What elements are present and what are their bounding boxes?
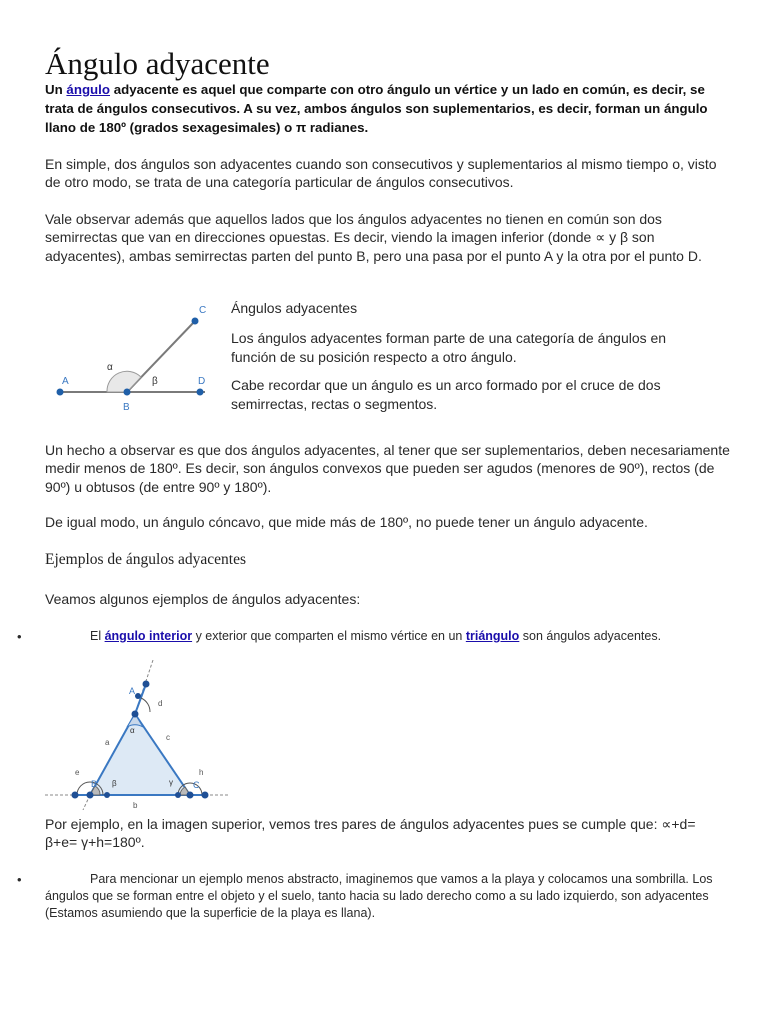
- paragraph-2: Vale observar además que aquellos lados que los ángulos adyacentes no tienen en común son dos semirrectas que van en direcciones opuestas. Es decir, viendo la imagen inferior (donde ∝ y β son adyacentes), ambas semirrectas parten del punto B, pero una pasa por el punto A y la otra por el punto D.: [45, 211, 702, 264]
- triangulo-link[interactable]: triángulo: [465, 629, 520, 643]
- label-side-a: a: [105, 738, 110, 747]
- label-d: D: [198, 376, 206, 387]
- figure-caption: [231, 299, 711, 413]
- section-heading: Ejemplos de ángulos adyacentes: [45, 551, 247, 568]
- point-b: [124, 389, 131, 396]
- label-side-b: b: [133, 801, 138, 810]
- label-a: A: [62, 376, 69, 387]
- triangle-fill: [90, 714, 190, 795]
- point-c-ray: [175, 792, 181, 798]
- label-A: A: [129, 686, 136, 696]
- angulo-link[interactable]: ángulo: [66, 82, 111, 97]
- paragraph-4: De igual modo, un ángulo cóncavo, que mide más de 180º, no puede tener un ángulo adyacente.: [45, 514, 648, 530]
- point-c2: [187, 792, 194, 799]
- label-C: C: [193, 780, 200, 790]
- bullet-post: son ángulos adyacentes.: [519, 629, 662, 643]
- point-a2: [132, 711, 139, 718]
- point-left: [72, 792, 79, 799]
- d-arc: [141, 698, 150, 712]
- bullet-dot: •: [17, 872, 22, 887]
- label-b: B: [123, 402, 130, 413]
- caption-text-2: Cabe recordar que un ángulo es un arco formado por el cruce de dos semirrectas, rectas o segmentos.: [231, 377, 661, 412]
- paragraph-1: En simple, dos ángulos son adyacentes cuando son consecutivos y suplementarios al mismo tiempo o, visto de otro modo, se trata de una categoría particular de ángulos consecutivos.: [45, 156, 717, 191]
- paragraph-6: Por ejemplo, en la imagen superior, vemos tres pares de ángulos adyacentes pues se cumple que: ∝+d= β+e= γ+h=180º.: [45, 816, 696, 851]
- point-right: [202, 792, 209, 799]
- label-beta2: β: [112, 779, 117, 788]
- label-gamma: γ: [169, 778, 173, 787]
- label-alpha2: α: [130, 726, 135, 735]
- label-side-c: c: [166, 733, 170, 742]
- bullet-dot: •: [17, 629, 22, 644]
- bullet-text: Para mencionar un ejemplo menos abstracto, imaginemos que vamos a la playa y colocamos una sombrilla. Los ángulos que se forman entre el objeto y el suelo, tanto hacia su lado derecho como a su lado izquierdo, son adyacentes (Estamos asumiendo que la superficie de la playa es llana).: [45, 872, 713, 920]
- paragraph-3: Un hecho a observar es que dos ángulos adyacentes, al tener que ser suplementarios, deben necesariamente medir menos de 180º. Es decir, son ángulos convexos que pueden ser agudos (menores de 90º), rectos (de 90º) u obtusos (de entre 90º y 180º).: [45, 442, 730, 495]
- point-d: [197, 389, 204, 396]
- point-a: [57, 389, 64, 396]
- point-c: [192, 318, 199, 325]
- paragraph-5: Veamos algunos ejemplos de ángulos adyacentes:: [45, 591, 361, 607]
- bullet-text: [90, 628, 661, 645]
- point-b-ray: [104, 792, 110, 798]
- ray-a-ext: [135, 684, 146, 714]
- triangle-figure: [45, 660, 230, 810]
- point-a-ext: [143, 681, 150, 688]
- bullet-pre: El: [90, 629, 105, 643]
- intro-paragraph: [45, 80, 725, 137]
- label-beta: β: [152, 376, 158, 387]
- point-b2: [87, 792, 94, 799]
- label-c: C: [199, 305, 207, 316]
- label-alpha: α: [107, 362, 113, 373]
- label-h: h: [199, 768, 204, 777]
- point-a-ray: [135, 693, 141, 699]
- caption-title: Ángulos adyacentes: [231, 300, 358, 316]
- intro-rest: adyacente es aquel que comparte con otro ángulo un vértice y un lado en común, es decir, se trata de ángulos consecutivos. A su vez, ambos ángulos son suplementarios, es decir, forman un ángulo llano de 180º (grados sexagesimales) o π radianes.: [45, 82, 708, 135]
- adjacent-angles-figure: [45, 300, 225, 420]
- label-B: B: [91, 779, 98, 789]
- intro-word: Un: [45, 82, 67, 97]
- caption-text-1: Los ángulos adyacentes forman parte de una categoría de ángulos en función de su posición respecto a otro ángulo.: [231, 330, 667, 365]
- bullet-mid: y exterior que comparten el mismo vértice en un: [192, 629, 466, 643]
- page-title: Ángulo adyacente: [45, 46, 270, 81]
- angulo-interior-link[interactable]: ángulo interior: [104, 629, 193, 643]
- alpha-arc: [107, 371, 141, 392]
- label-e: e: [75, 768, 80, 777]
- label-d: d: [158, 699, 163, 708]
